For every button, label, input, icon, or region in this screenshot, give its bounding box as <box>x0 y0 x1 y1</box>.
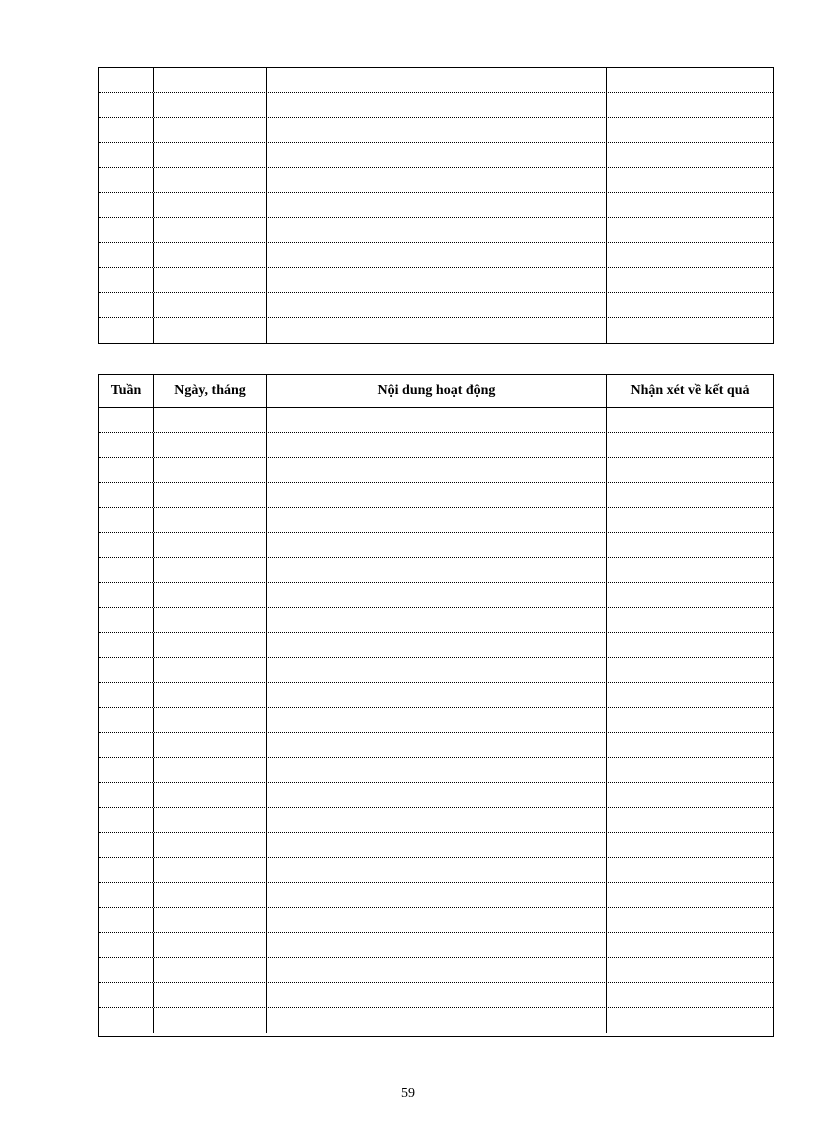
table-cell <box>154 268 267 292</box>
table-cell <box>99 508 154 532</box>
header-result-comment: Nhận xét về kết quả <box>630 383 750 398</box>
table-cell <box>267 708 607 732</box>
table-cell <box>607 533 773 557</box>
table-cell <box>267 633 607 657</box>
table-cell <box>99 143 154 167</box>
table-cell <box>99 658 154 682</box>
table-cell <box>607 268 773 292</box>
table-cell <box>154 508 267 532</box>
table-cell <box>154 143 267 167</box>
table-cell <box>267 583 607 607</box>
table-cell <box>267 508 607 532</box>
table-cell <box>607 243 773 267</box>
table-cell <box>267 458 607 482</box>
table-cell <box>154 783 267 807</box>
table-row <box>99 808 773 833</box>
table-cell <box>154 118 267 142</box>
header-week: Tuần <box>99 375 154 407</box>
table-row <box>99 193 773 218</box>
table-cell <box>99 268 154 292</box>
table-row <box>99 408 773 433</box>
table-cell <box>99 608 154 632</box>
table-row <box>99 708 773 733</box>
table-row <box>99 858 773 883</box>
table-cell <box>154 633 267 657</box>
table-cell <box>267 293 607 317</box>
table-cell <box>267 1008 607 1033</box>
table-row <box>99 733 773 758</box>
table-row <box>99 1008 773 1033</box>
table-cell <box>99 193 154 217</box>
table-cell <box>267 783 607 807</box>
table-cell <box>154 318 267 343</box>
table-row <box>99 243 773 268</box>
table-row <box>99 218 773 243</box>
table-row <box>99 68 773 93</box>
table-cell <box>607 858 773 882</box>
table-cell <box>154 583 267 607</box>
table-cell <box>607 458 773 482</box>
table-cell <box>607 683 773 707</box>
table-cell <box>267 608 607 632</box>
table-row <box>99 683 773 708</box>
table-cell <box>607 833 773 857</box>
table-cell <box>154 93 267 117</box>
table-cell <box>154 408 267 432</box>
table-cell <box>99 708 154 732</box>
table-cell <box>607 633 773 657</box>
table-cell <box>154 883 267 907</box>
table-cell <box>154 658 267 682</box>
table-row <box>99 958 773 983</box>
table-cell <box>267 268 607 292</box>
table-cell <box>607 408 773 432</box>
table-cell <box>99 1008 154 1033</box>
table-cell <box>607 658 773 682</box>
table-row <box>99 483 773 508</box>
table-cell <box>607 93 773 117</box>
table-cell <box>607 958 773 982</box>
table-row <box>99 908 773 933</box>
table-cell <box>99 458 154 482</box>
table-cell <box>607 118 773 142</box>
table-cell <box>99 293 154 317</box>
table-row <box>99 933 773 958</box>
table-cell <box>99 218 154 242</box>
table-cell <box>267 908 607 932</box>
table-cell <box>99 168 154 192</box>
table-cell <box>267 733 607 757</box>
table-cell <box>607 143 773 167</box>
table-cell <box>607 808 773 832</box>
table-row <box>99 633 773 658</box>
table-cell <box>99 883 154 907</box>
table-cell <box>267 533 607 557</box>
table-cell <box>99 68 154 92</box>
table-row <box>99 293 773 318</box>
table-cell <box>99 783 154 807</box>
table-row <box>99 508 773 533</box>
table-row <box>99 783 773 808</box>
table-cell <box>607 608 773 632</box>
table-cell <box>99 558 154 582</box>
table-cell <box>267 168 607 192</box>
table-cell <box>607 193 773 217</box>
table-cell <box>154 193 267 217</box>
table-cell <box>99 983 154 1007</box>
table-row <box>99 583 773 608</box>
table-cell <box>99 808 154 832</box>
table-cell <box>267 243 607 267</box>
table-row <box>99 983 773 1008</box>
table-cell <box>607 293 773 317</box>
table-cell <box>607 908 773 932</box>
table-cell <box>607 508 773 532</box>
table-cell <box>154 1008 267 1033</box>
table-cell <box>99 958 154 982</box>
activity-table <box>98 374 774 1037</box>
table-row <box>99 533 773 558</box>
table-row <box>99 143 773 168</box>
table-cell <box>154 68 267 92</box>
table-cell <box>154 808 267 832</box>
table-cell <box>267 758 607 782</box>
table-cell <box>267 833 607 857</box>
table-cell <box>607 733 773 757</box>
table-cell <box>607 708 773 732</box>
table-cell <box>99 243 154 267</box>
table-cell <box>154 683 267 707</box>
table-cell <box>154 958 267 982</box>
table-cell <box>607 168 773 192</box>
table-cell <box>154 758 267 782</box>
table-cell <box>607 983 773 1007</box>
table-cell <box>99 758 154 782</box>
table-cell <box>267 193 607 217</box>
table-cell <box>607 558 773 582</box>
table-cell <box>99 633 154 657</box>
table-cell <box>99 683 154 707</box>
table-cell <box>99 583 154 607</box>
table-cell <box>99 908 154 932</box>
table-row <box>99 558 773 583</box>
table-cell <box>267 883 607 907</box>
table-cell <box>99 118 154 142</box>
table-row <box>99 93 773 118</box>
table-cell <box>154 933 267 957</box>
table-row <box>99 118 773 143</box>
table-cell <box>607 218 773 242</box>
table-cell <box>267 118 607 142</box>
table-cell <box>607 783 773 807</box>
table-cell <box>267 658 607 682</box>
table-cell <box>154 858 267 882</box>
table-cell <box>154 433 267 457</box>
table-cell <box>607 1008 773 1033</box>
table-row <box>99 318 773 343</box>
table-cell <box>99 933 154 957</box>
table-cell <box>99 833 154 857</box>
table-cell <box>267 483 607 507</box>
table-cell <box>154 218 267 242</box>
table-cell <box>154 533 267 557</box>
table-cell <box>607 433 773 457</box>
table-cell <box>267 558 607 582</box>
table-row <box>99 268 773 293</box>
table-cell <box>267 808 607 832</box>
activity-table-continued <box>98 67 774 344</box>
table-cell <box>99 408 154 432</box>
table-row <box>99 883 773 908</box>
table-cell <box>607 933 773 957</box>
table-cell <box>154 708 267 732</box>
table-row <box>99 168 773 193</box>
table-cell <box>607 758 773 782</box>
table-cell <box>99 318 154 343</box>
table-cell <box>154 833 267 857</box>
table-cell <box>154 243 267 267</box>
table-cell <box>99 93 154 117</box>
table-row <box>99 658 773 683</box>
table-cell <box>99 483 154 507</box>
table-cell <box>154 293 267 317</box>
table-cell <box>607 318 773 343</box>
table-cell <box>267 218 607 242</box>
page-number: 59 <box>401 1086 415 1101</box>
table-cell <box>154 558 267 582</box>
table-cell <box>267 933 607 957</box>
table-cell <box>267 318 607 343</box>
table-cell <box>607 883 773 907</box>
table-row <box>99 433 773 458</box>
table-cell <box>99 433 154 457</box>
table-cell <box>154 458 267 482</box>
table-row <box>99 833 773 858</box>
table-cell <box>607 483 773 507</box>
table-cell <box>267 93 607 117</box>
table-cell <box>99 858 154 882</box>
table-row <box>99 608 773 633</box>
table-cell <box>267 958 607 982</box>
table-cell <box>267 143 607 167</box>
table-cell <box>99 733 154 757</box>
table-cell <box>154 733 267 757</box>
table-cell <box>154 483 267 507</box>
table-header-row <box>99 375 773 408</box>
table-cell <box>154 168 267 192</box>
table-cell <box>267 683 607 707</box>
header-activity-content: Nội dung hoạt động <box>267 375 607 407</box>
table-cell <box>267 408 607 432</box>
table-row <box>99 458 773 483</box>
table-cell <box>154 608 267 632</box>
table-cell <box>99 533 154 557</box>
table-cell <box>607 68 773 92</box>
table-cell <box>607 583 773 607</box>
table-cell <box>267 433 607 457</box>
table-row <box>99 758 773 783</box>
table-cell <box>267 68 607 92</box>
table-cell <box>154 908 267 932</box>
table-cell <box>267 858 607 882</box>
table-cell <box>154 983 267 1007</box>
header-date: Ngày, tháng <box>154 375 267 407</box>
table-cell <box>267 983 607 1007</box>
